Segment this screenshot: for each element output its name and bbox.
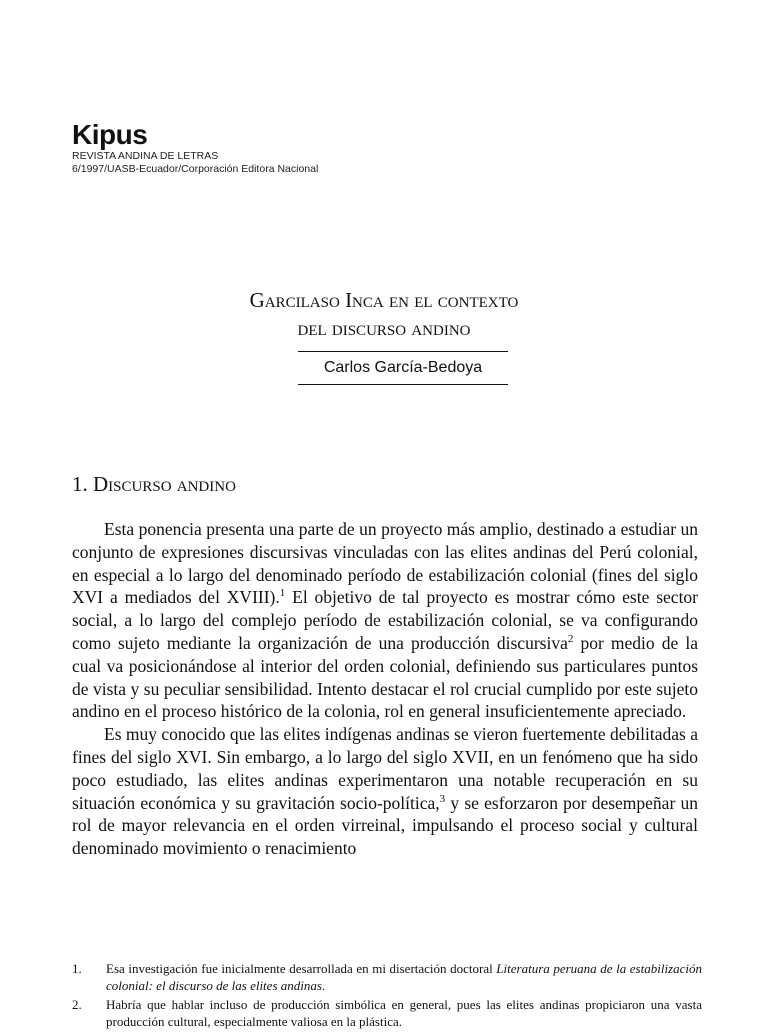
article-title-line-2: del discurso andino: [297, 316, 471, 340]
paragraph-1-text-b: El objetivo de tal proyecto es mostrar cómo este sector social, a lo largo del complejo período de estabilización colonial, se va configurando como sujeto mediante la organización de una producción discursiva: [72, 587, 699, 653]
body-text: [72, 518, 698, 860]
footnotes: [72, 960, 702, 1032]
paragraph-2-text-a: Es muy conocido que las elites indígenas andinas se vieron fuertemente debilitadas a fines del siglo XVI. Sin embargo, a lo largo del siglo XVII, en un fenómeno que ha sido poco estudiado, las elites andinas experimentaron una notable recuperación en su situación económica y su gravitación socio-política,: [72, 724, 698, 813]
footnote-number: 1.: [72, 961, 82, 976]
paragraph-1-text-a: Esta ponencia presenta una parte de un proyecto más amplio, destinado a estudiar un conjunto de expresiones discursivas vinculadas con las elites andinas del Perú colonial, en especial a lo largo del denominado período de estabilización colonial (fines del siglo XVI a mediados del XVIII).: [72, 519, 698, 608]
article-author: Carlos García-Bedoya: [323, 359, 483, 376]
footnote-ref-1[interactable]: 1: [279, 587, 286, 600]
footnote-2: [72, 996, 702, 1030]
footnote-italic-title: Literatura peruana de la estabilización colonial: el discurso de las elites andinas: [106, 961, 702, 993]
article-title: [0, 286, 768, 342]
footnote-text: [106, 960, 702, 994]
footnote-text-end: .: [321, 978, 326, 993]
paragraph-1-text-c: por medio de la cual va posicionándose al interior del orden colonial, definiendo sus particulares puntos de vista y su peculiar sensibilidad. Intento destacar el rol crucial cumplido por este sujeto andino en el proceso histórico de la colonia, rol en general insuficientemente apreciado.: [72, 632, 698, 722]
paragraph-1: [72, 518, 698, 723]
author-rule-bottom: [298, 384, 508, 385]
journal-masthead: [72, 120, 318, 176]
journal-logo: Kipus: [72, 119, 148, 150]
article-title-line-1: Garcilaso Inca en el contexto: [249, 288, 519, 312]
author-block: [298, 351, 508, 385]
footnote-ref-3[interactable]: 3: [439, 792, 446, 805]
paragraph-2: [72, 723, 698, 860]
journal-issue: 6/1997/UASB-Ecuador/Corporación Editora Nacional: [72, 163, 319, 175]
footnote-ref-2[interactable]: 2: [567, 633, 574, 646]
footnote-1: [72, 960, 702, 994]
footnote-number: 2.: [72, 997, 82, 1012]
footnote-text: Habría que hablar incluso de producción simbólica en general, pues las elites andinas propiciaron una vasta producción cultural, especialmente valiosa en la plástica.: [106, 997, 702, 1029]
footnote-text-part: Esa investigación fue inicialmente desarrollada en mi disertación doctoral: [106, 961, 497, 976]
paragraph-2-text-b: y se esforzaron por desempeñar un rol de mayor relevancia en el orden virreinal, impulsando el proceso social y cultural denominado movimiento o renacimiento: [72, 792, 698, 859]
journal-subtitle: REVISTA ANDINA DE LETRAS: [72, 150, 219, 162]
section-heading: 1. Discurso andino: [72, 472, 236, 496]
